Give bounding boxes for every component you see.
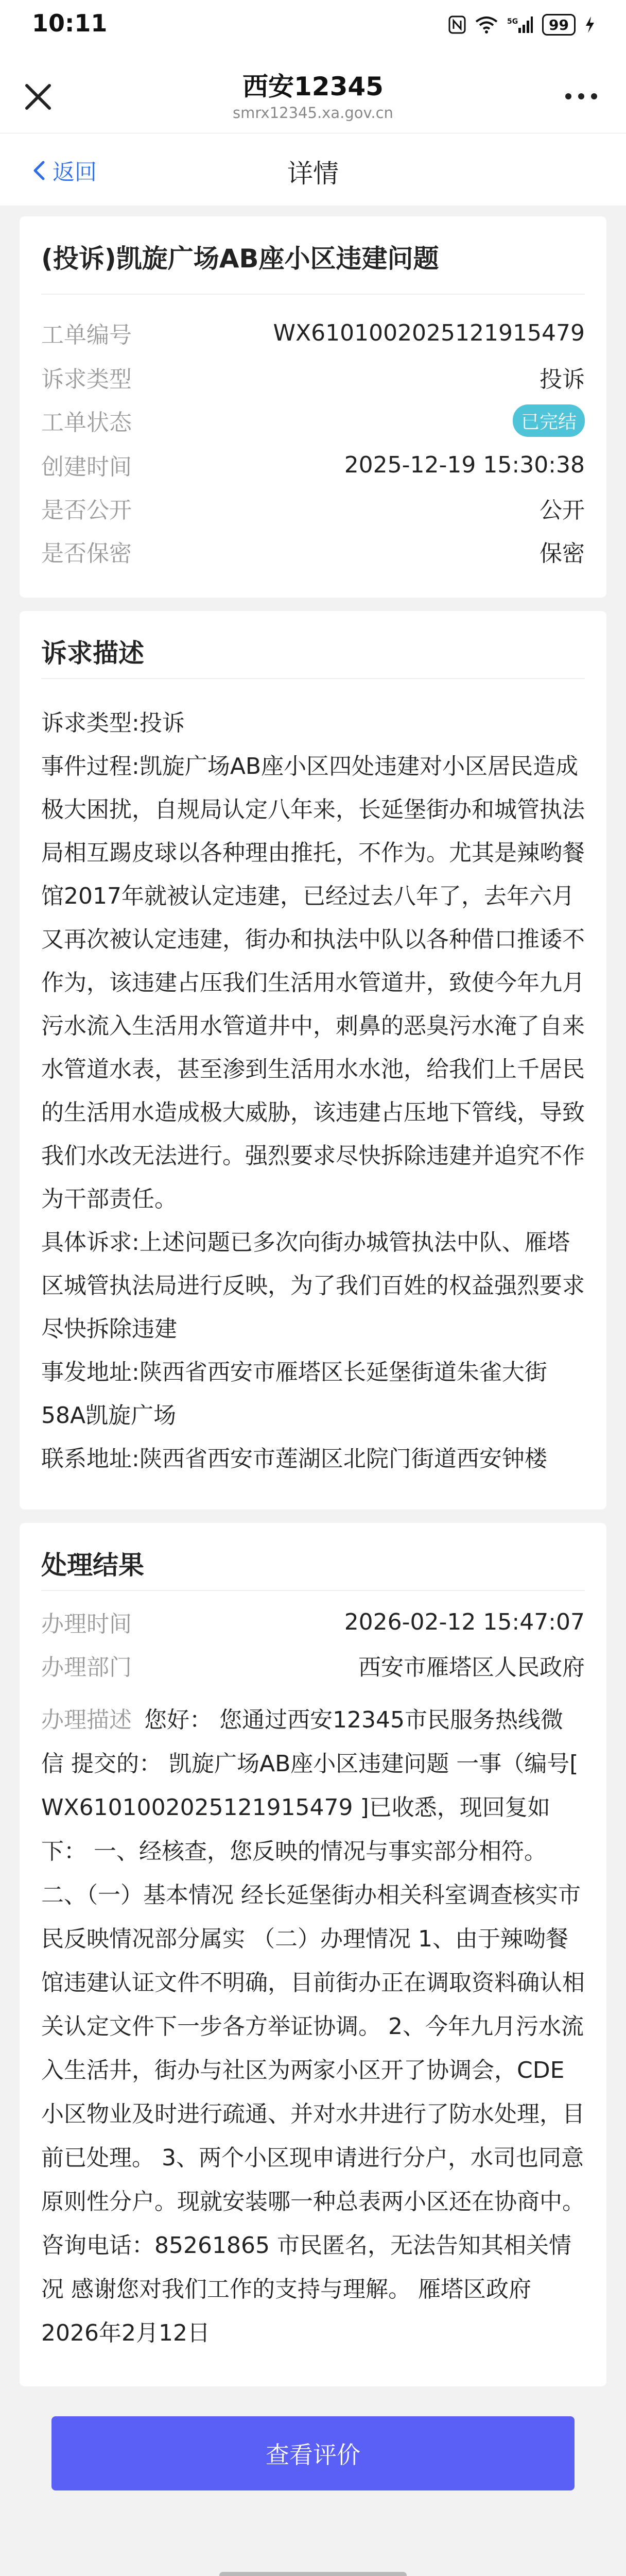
wifi-icon [475, 15, 498, 34]
home-indicator[interactable] [219, 2572, 407, 2576]
field-created-time [41, 449, 585, 480]
field-handle-time [41, 1606, 585, 1637]
page-header [0, 133, 626, 206]
field-label: 办理时间 [41, 1611, 132, 1637]
field-label: 工单编号 [41, 322, 132, 348]
field-label: 办理部门 [41, 1654, 132, 1681]
divider [41, 678, 585, 679]
field-label: 工单状态 [41, 410, 132, 436]
result-desc-text: 您好： 您通过西安12345市民服务热线微信 提交的： 凯旋广场AB座小区违建问题 一事（编号[ WX6101002025121915479 ]已收悉，现回复如下： 一、经核查，您反映的情况与事实部分相符。 二、（一）基本情况 经长延堡街办相关科室调查核实市民反映情况部分属实 （二）办理情况 1、由于辣呦餐馆违建认证文件不明确，目前街办正在调取资料确认相关认定文件下一步各方举证协调。 2、今年九月污水流入生活井，街办与社区为两家小区开了协调会，CDE小区物业及时进行疏通、并对水井进行了防水处理，目前已处理。 3、两个小区现申请进行分户，水司也同意原则性分户。现就安装哪一种总表两小区还在协商中。咨询电话：85261865 市民匿名，无法告知其相关情况 感谢您对我们工作的支持与理解。 雁塔区政府 2026年2月12日 [41, 1707, 585, 2346]
complaint-process: 事件过程:凯旋广场AB座小区四处违建对小区居民造成极大困扰，自规局认定八年来，长延堡街办和城管执法局相互踢皮球以各种理由推托，不作为。尤其是辣哟餐馆2017年就被认定违建，已经过去八年了，去年六月又再次被认定违建，街办和执法中队以各种借口推诿不作为，该违建占压我们生活用水管道井，致使今年九月污水流入生活用水管道井中，刺鼻的恶臭污水淹了自来水管道水表，甚至渗到生活用水水池，给我们上千居民的生活用水造成极大威胁，该违建占压地下管线，导致我们水改无法进行。强烈要求尽快拆除违建并追究不作为干部责任。 [41, 753, 585, 1212]
more-options-icon[interactable] [563, 89, 599, 104]
field-value: 2026-02-12 15:47:07 [344, 1608, 585, 1635]
nfc-icon [448, 15, 466, 34]
ticket-info-card [20, 216, 606, 598]
page-title: 详情 [287, 159, 339, 189]
complaint-body [41, 702, 585, 1481]
divider [41, 1590, 585, 1591]
field-value: 投诉 [540, 366, 585, 393]
browser-url: smrx12345.xa.gov.cn [233, 104, 393, 122]
incident-address: 事发地址:陕西省西安市雁塔区长延堡街道朱雀大街58A凯旋广场 [41, 1359, 547, 1429]
battery-icon [542, 14, 576, 36]
field-label: 创建时间 [41, 454, 132, 480]
complaint-card [20, 611, 606, 1510]
view-evaluation-button[interactable]: 查看评价 [51, 2416, 575, 2490]
status-time: 10:11 [32, 9, 108, 37]
field-handle-department [41, 1650, 585, 1681]
back-label: 返回 [53, 159, 97, 185]
browser-nav-bar [0, 61, 626, 133]
signal-icon [507, 15, 533, 34]
status-badge: 已完结 [513, 404, 585, 437]
browser-title: 西安12345 [242, 72, 384, 101]
field-label: 诉求类型 [41, 366, 132, 393]
field-public [41, 493, 585, 523]
divider [41, 294, 585, 295]
field-value: WX6101002025121915479 [273, 319, 585, 346]
ticket-title: (投诉)凯旋广场AB座小区违建问题 [41, 244, 439, 274]
status-bar [0, 0, 626, 61]
field-value: 西安市雁塔区人民政府 [358, 1654, 585, 1681]
battery-level: 99 [549, 16, 569, 33]
field-label: 是否保密 [41, 540, 132, 567]
field-value: 2025-12-19 15:30:38 [344, 451, 585, 478]
contact-address: 联系地址:陕西省西安市莲湖区北院门街道西安钟楼 [41, 1446, 547, 1472]
section-title: 处理结果 [41, 1550, 144, 1580]
result-card [20, 1523, 606, 2386]
result-description [41, 1698, 585, 2355]
field-status [41, 405, 585, 436]
field-label: 是否公开 [41, 497, 132, 523]
charging-icon [585, 15, 595, 34]
field-ticket-number [41, 317, 585, 348]
field-value: 公开 [540, 497, 585, 523]
field-confidential [41, 536, 585, 567]
complaint-request: 具体诉求:上述问题已多次向街办城管执法中队、雁塔区城管执法局进行反映，为了我们百姓的权益强烈要求尽快拆除违建 [41, 1229, 585, 1342]
field-request-type [41, 362, 585, 393]
field-value: 保密 [540, 540, 585, 567]
svg-text:5G: 5G [507, 18, 518, 26]
status-icons [448, 13, 595, 36]
result-desc-label: 办理描述 [41, 1707, 132, 1733]
section-title: 诉求描述 [41, 638, 144, 668]
complaint-type-line: 诉求类型:投诉 [41, 710, 185, 736]
